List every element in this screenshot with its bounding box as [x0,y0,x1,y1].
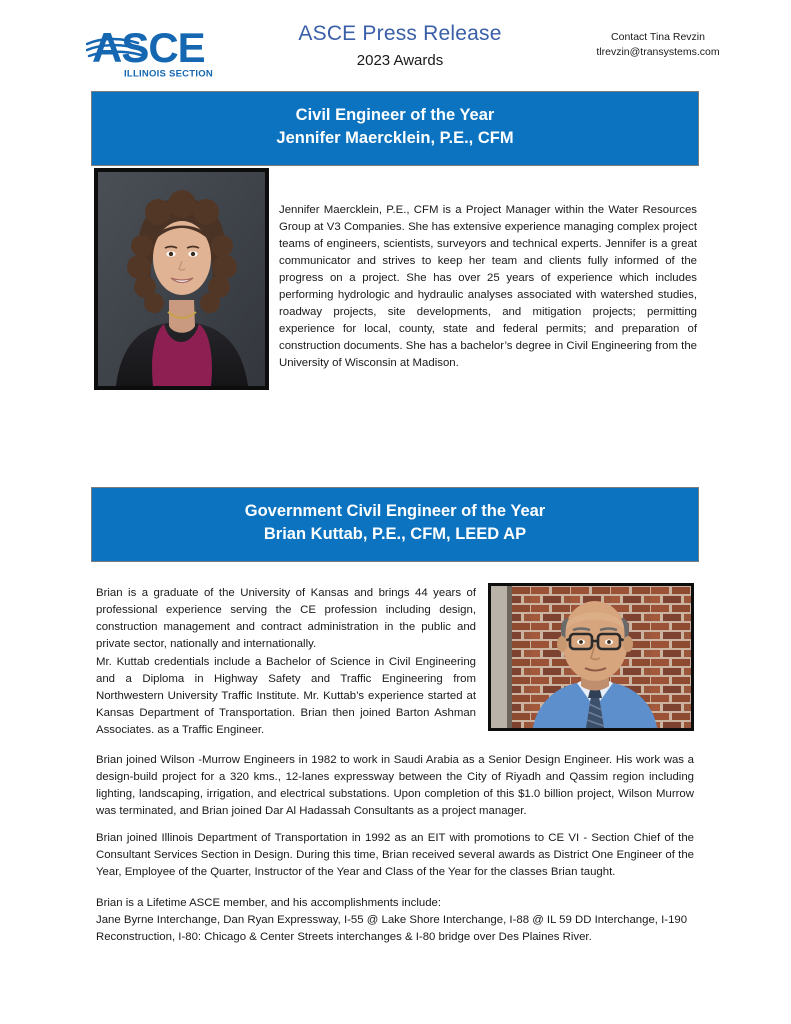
accomplishments-list: Jane Byrne Interchange, Dan Ryan Expressway, I-55 @ Lake Shore Interchange, I-88 @ IL 59 DD Interchange, I-190 Reconstruction, I-80: Chicago & Center Streets interchanges & I-80 bridge over Des Plaines River. [96,913,688,943]
recipient-photo-brian [488,583,694,731]
award-banner-government-civil-engineer-of-the-year [91,487,699,562]
award-recipient: Jennifer Maercklein, P.E., CFM [276,129,514,148]
award-body-brian-paragraph-4: Brian joined Illinois Department of Transportation in 1992 as an EIT with promotions to CE VI - Section Chief of the Consultant Services Section in Design. During this time, Brian received several awards as District One Engineer of the Year, Employee of the Quarter, Instructor of the Year and Class of the Year for the classes Brian taught. [96,832,694,878]
award-accomplishments-block [96,895,694,946]
document-header [0,0,791,88]
contact-name: Contact Tina Revzin [611,31,705,43]
award-body-jennifer: Jennifer Maercklein, P.E., CFM is a Project Manager within the Water Resources Group at V3 Companies. She has extensive experience managing complex project teams of engineers, scientists, surveyors and technical experts. Jennifer is a great communicator and strives to keep her team and clients fully informed of the progress on a project. She has over 25 years of experience which includes performing hydrologic and hydraulic analyses associated with watershed studies, roadway projects, site developments, and mitigation projects; permitting experience for local, county, state and federal permits; and preparation of construction documents. She has a bachelor’s degree in Civil Engineering from the University of Wisconsin at Madison. [279,204,697,369]
award-banner-civil-engineer-of-the-year [91,91,699,166]
award-body-brian-paragraph-3: Brian joined Wilson -Murrow Engineers in 1982 to work in Saudi Arabia as a Senior Design Engineer. His work was a design-build project for a 320 kms., 12-lanes expressway between the City of Riyadh and Qassim region including lighting, landscaping, irrigation, and electrical substations. Upon completion of this $1.0 billion project, Wilson Murrow was terminated, and Brian joined Dar Al Hadassah Consultants as a project manager. [96,754,694,817]
page-title: ASCE Press Release [298,22,502,45]
accomplishments-intro: Brian is a Lifetime ASCE member, and his accomplishments include: [96,897,442,909]
contact-block [543,30,773,60]
page-subtitle: 2023 Awards [356,52,444,70]
asce-illinois-section-logo [86,14,216,80]
header-title-group [240,22,560,69]
award-body-brian-paragraph-1: Brian is a graduate of the University of Kansas and brings 44 years of professional experience serving the CE profession including design, construction management and contract administration in the public and private sector, nationally and internationally. [96,587,476,650]
award-title: Civil Engineer of the Year [295,106,495,124]
logo-section-label: ILLINOIS SECTION [124,68,213,80]
recipient-photo-jennifer [94,168,269,390]
award-recipient: Brian Kuttab, P.E., CFM, LEED AP [263,525,527,544]
svg-text:ASCE: ASCE [92,24,205,71]
contact-email[interactable]: tlrevzin@transystems.com [596,46,720,59]
award-body-brian-paragraph-2: Mr. Kuttab credentials include a Bachelor of Science in Civil Engineering and a Diploma in Highway Safety and Traffic Engineering from Northwestern University Traffic Institute. Mr. Kuttab’s experience started at Kansas Department of Transportation. Brian then joined Barton Ashman Associates. as a Traffic Engineer. [96,656,476,736]
award-title: Government Civil Engineer of the Year [244,502,546,520]
